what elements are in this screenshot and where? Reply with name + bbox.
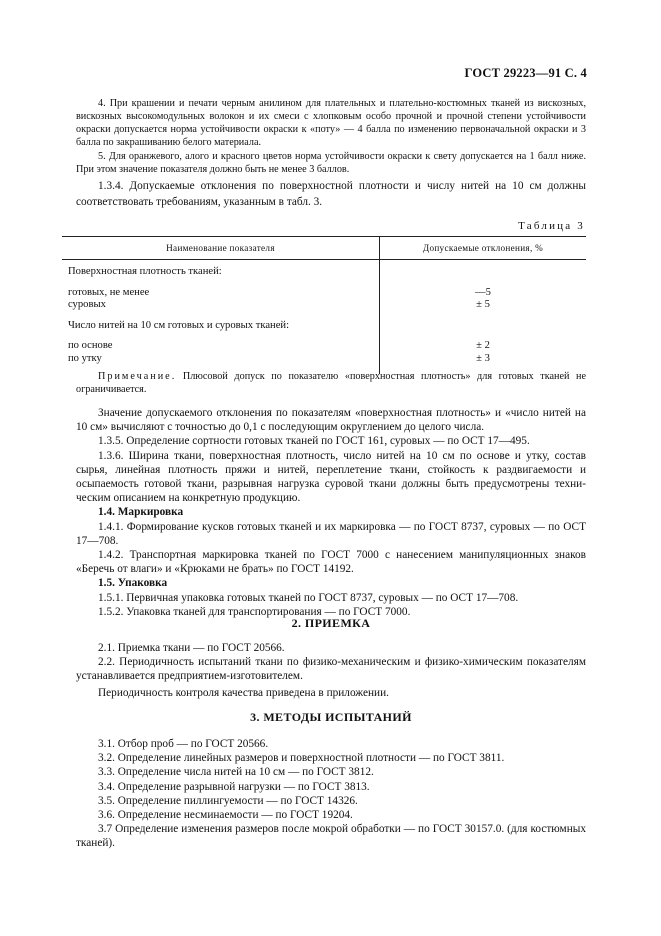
table-row-value: ± 5 <box>476 299 490 311</box>
table-group-threads: Число нитей на 10 см готовых и суровых тканей: <box>62 312 380 333</box>
clause-1-4-1: 1.4.1. Формирование кусков готовых тканей и их маркировка — по ГОСТ 8737, суровых — по ОСТ 17—708. <box>76 520 586 547</box>
table-row-value: ± 3 <box>476 352 490 364</box>
table-3 <box>62 236 586 374</box>
footnote-4: 4. При крашении и печати черным анилином для плательных и плательно-костюмных тканей из вискозных, вискозных высокомодульных волокон и их смеси с хлопковым особо прочной и прочной степени устойчивости окраски допускается норма устойчивости окраски к «поту» — 4 балла по изменению первоначальной окраски и 3 балла по закрашиванию белого материала. <box>76 98 586 148</box>
clause-2-1: 2.1. Приемка ткани — по ГОСТ 20566. <box>98 642 285 654</box>
section-2-body <box>76 641 586 700</box>
table-col-header-deviation: Допускаемые отклонения, % <box>380 237 587 260</box>
clause-3-4: 3.4. Определение разрывной нагрузки — по ГОСТ 3813. <box>98 780 370 793</box>
note-label: Примечание. <box>98 371 177 382</box>
section-2-title: 2. ПРИЕМКА <box>291 616 371 630</box>
clause-3-1: 3.1. Отбор проб — по ГОСТ 20566. <box>98 738 269 750</box>
heading-1-5: 1.5. Упаковка <box>98 577 168 590</box>
clause-3-5: 3.5. Определение пиллингуемости — по ГОСТ 14326. <box>98 794 358 807</box>
clause-1-3-5: 1.3.5. Определение сортности готовых тканей по ГОСТ 161, суровых — по ОСТ 17—495. <box>98 435 530 448</box>
table-caption: Таблица 3 <box>518 220 585 232</box>
clause-1-3-6: 1.3.6. Ширина ткани, поверхностная плотность, число нитей на 10 см по основе и утку, состав сырья, линейная плотность пряжи и нитей, переплетение ткани, стойкость к раздвигаемости и осыпаемость готовой ткани, разрывная нагрузка суровой ткани должны быть предусмотрены техническим описанием на конкретную продукцию. <box>76 449 586 505</box>
paragraph: Периодичность контроля качества приведена в приложении. <box>98 686 389 699</box>
clause-3-7: 3.7 Определение изменения размеров после мокрой обработки — по ГОСТ 30157.0. (для костюмных тканей). <box>76 823 586 850</box>
section-3-title: 3. МЕТОДЫ ИСПЫТАНИЙ <box>250 710 412 724</box>
table-footnotes <box>76 97 586 176</box>
clause-1-5-2: 1.5.2. Упаковка тканей для транспортирования — по ГОСТ 7000. <box>98 605 411 618</box>
paragraph: Значение допускаемого отклонения по показателям «поверхностная плотность» и «число нитей на 10 см» вычисляют с точностью до 0,1 с последующим округлением до целого числа. <box>76 407 586 434</box>
clause-3-2: 3.2. Определение линейных размеров и поверхностной плотности — по ГОСТ 3811. <box>98 752 505 765</box>
table-row-value: ± 2 <box>476 340 490 352</box>
clause-2-2: 2.2. Периодичность испытаний ткани по физико-механическим и физико-химическим показателям устанавливается предприятием-изготовителем. <box>76 656 586 683</box>
clause-1-3-4-text: 1.3.4. Допускаемые отклонения по поверхностной плотности и числу нитей на 10 см должны соответствовать требованиям, указанным в табл. 3. <box>76 180 586 208</box>
table-group-density: Поверхностная плотность тканей: <box>62 260 380 279</box>
table-row-name: готовых, не менее <box>62 279 380 300</box>
table-row-value: —5 <box>475 286 491 298</box>
clause-1-5-1: 1.5.1. Первичная упаковка готовых тканей по ГОСТ 8737, суровых — по ОСТ 17—708. <box>98 591 519 604</box>
footnote-5: 5. Для оранжевого, алого и красного цветов норма устойчивости окраски к свету допускается на 1 балл ниже. При этом значение показателя должно быть не менее 3 баллов. <box>76 151 586 175</box>
table-col-header-name: Наименование показателя <box>62 237 380 260</box>
table-row-name: суровых <box>62 299 380 312</box>
table-row-name: по основе <box>62 332 380 353</box>
section-1-body <box>76 406 586 619</box>
section-3-body <box>76 737 586 851</box>
clause-1-4-2: 1.4.2. Транспортная маркировка тканей по ГОСТ 7000 с нанесением манипуляционных знаков «Беречь от влаги» и «Крюками не брать» по ГОСТ 14192. <box>76 549 586 576</box>
heading-1-4: 1.4. Маркировка <box>98 506 184 519</box>
clause-3-3: 3.3. Определение числа нитей на 10 см — по ГОСТ 3812. <box>98 766 374 779</box>
note-text: Плюсовой допуск по показателю «поверхностная плотность» для готовых тканей не ограничивается. <box>76 371 587 395</box>
clause-1-3-4 <box>76 178 586 210</box>
clause-3-6: 3.6. Определение несминаемости — по ГОСТ 19204. <box>98 809 353 822</box>
table-note <box>76 370 586 396</box>
table-row-name: по утку <box>62 353 380 374</box>
page-header: ГОСТ 29223—91 С. 4 <box>464 66 587 80</box>
